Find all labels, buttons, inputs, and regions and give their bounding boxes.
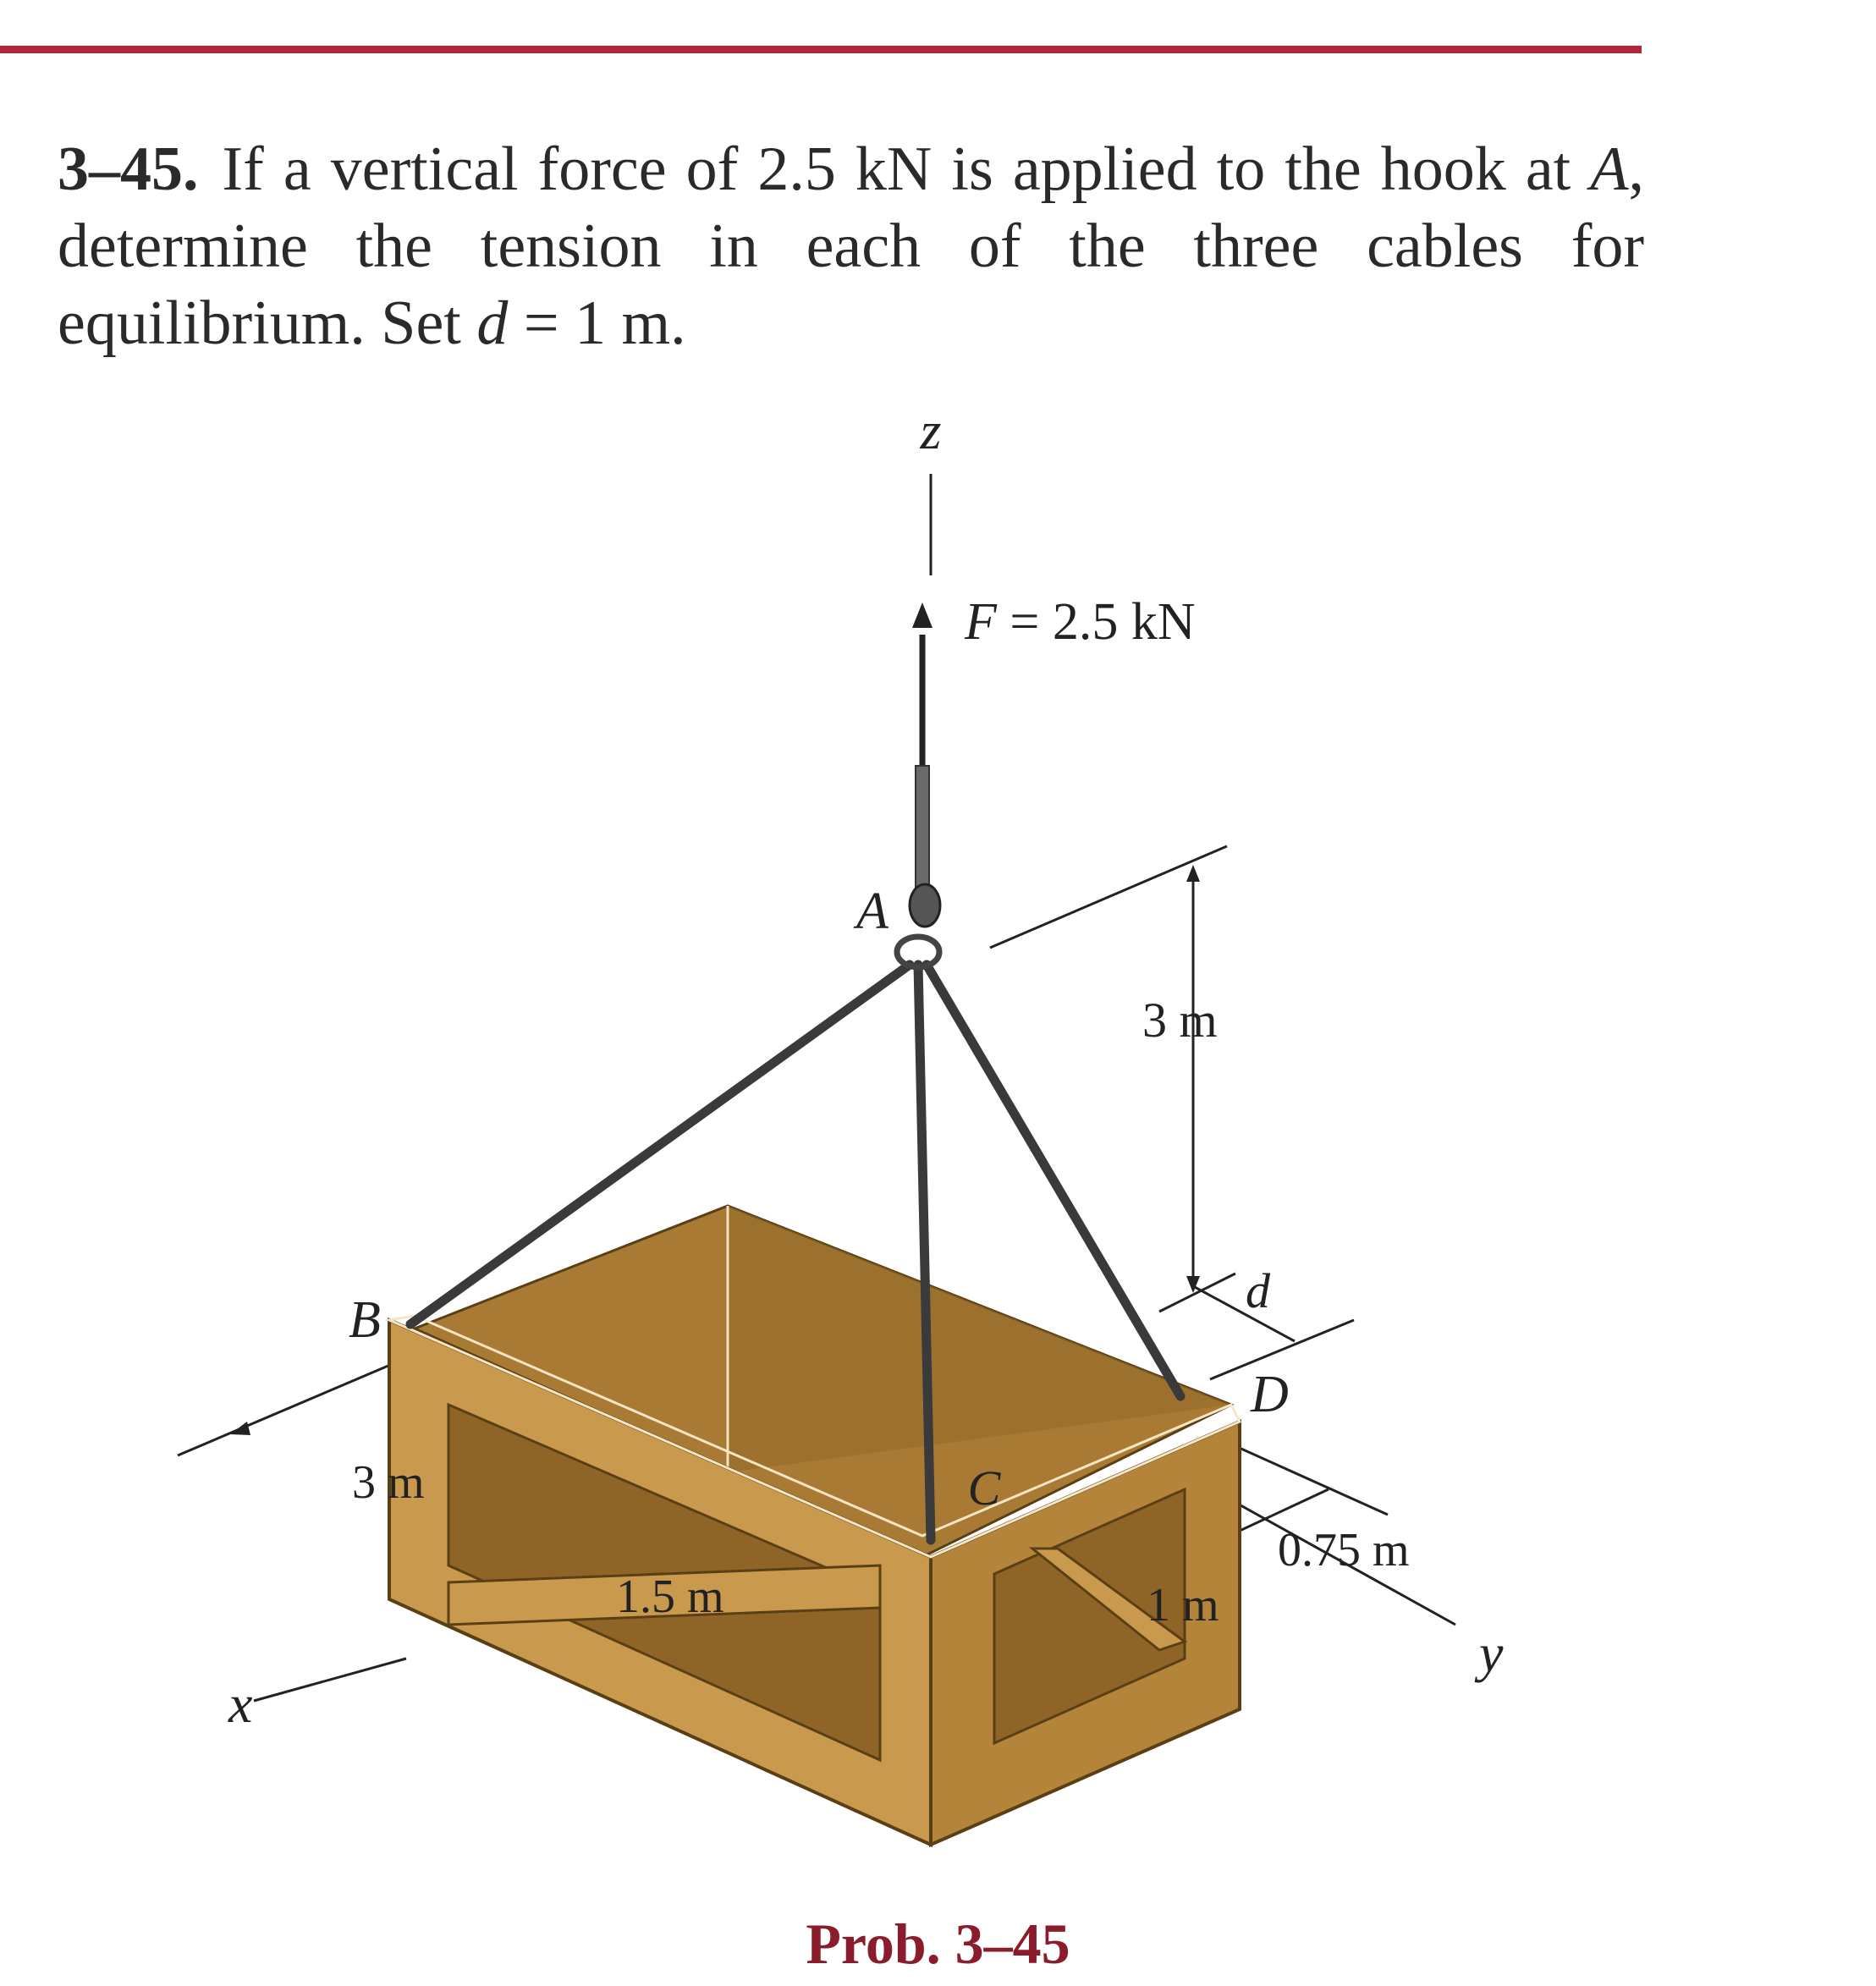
point-a-label: A [856,883,888,940]
figure-caption: Prob. 3–45 [806,1912,1070,1976]
dim-075-line [1219,1439,1388,1515]
dim-d-arrow [1193,1286,1295,1341]
force-value: = 2.5 kN [996,593,1196,651]
problem-var-d: d [476,289,509,358]
y-axis-label: y [1479,1623,1504,1683]
dim-15-label: 1.5 m [616,1571,724,1623]
dim-arrow-x [230,1422,250,1435]
problem-text-3: = 1 m. [508,289,686,358]
hook-cable [916,766,929,888]
problem-number: 3–45. [58,135,199,204]
dim-d-label: d [1246,1263,1270,1318]
hook-assembly [897,602,940,967]
x-axis-line [254,1659,406,1701]
dim-arrow-down [1186,1276,1200,1293]
force-label [964,593,1196,651]
dim-top-line [990,846,1227,948]
dim-x-line [178,1358,406,1455]
z-axis-label: z [920,400,942,460]
crate [389,1206,1240,1845]
point-d-label: D [1251,1366,1289,1423]
force-var: F [965,593,997,651]
problem-text-2: , determine the tension in each of the three cables for equilibrium. Set [58,135,1644,358]
problem-point-a: A [1590,135,1629,204]
point-b-label: B [349,1291,381,1349]
hook-eye [910,884,940,927]
dim-arrow-up [1186,865,1200,882]
point-c-label: C [967,1461,1001,1516]
dim-075-label: 0.75 m [1278,1524,1410,1576]
dim-vertical-label: 3 m [1142,993,1218,1048]
dim-1-label: 1 m [1147,1579,1219,1631]
problem-text-1: If a vertical force of 2.5 kN is applied to the hook at [222,135,1591,204]
x-axis-label: x [228,1674,253,1734]
force-arrowhead [912,602,932,628]
dim-x-label: 3 m [352,1456,425,1509]
